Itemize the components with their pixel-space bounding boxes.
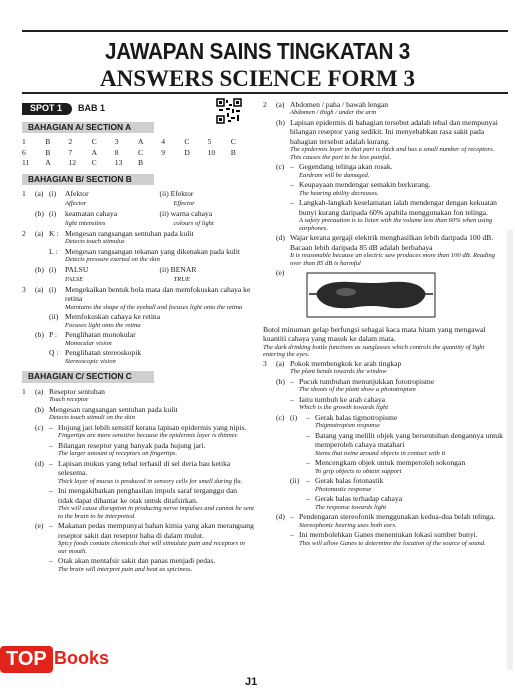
page-scrollbar[interactable] bbox=[507, 230, 513, 670]
title-malay: JAWAPAN SAINS TINGKATAN 3 bbox=[105, 38, 410, 64]
question-number bbox=[263, 530, 276, 547]
part-label bbox=[276, 476, 290, 493]
subpart-label: Q : bbox=[49, 348, 59, 358]
question-number bbox=[22, 348, 35, 365]
question-number: 11 bbox=[22, 158, 30, 168]
answer-text: Pokok membengkok ke arah tingkap bbox=[290, 358, 402, 368]
answer-body bbox=[49, 556, 254, 573]
question-number: 7 bbox=[68, 147, 73, 157]
answer-text: Langkah-langkah keselamatan ialah mendengar dengan kekuatan bunyi kurang daripada 60% apabila menggunakan fon telinga. bbox=[299, 198, 497, 217]
question-number: 3 bbox=[114, 137, 119, 147]
answer-translation: Abdomen / thigh / under the arm bbox=[290, 109, 377, 117]
subpart-label: (i) bbox=[49, 189, 57, 199]
answer-text: (ii) BENAR bbox=[159, 265, 197, 275]
answer-text: keamatan cahaya bbox=[65, 209, 118, 219]
answer-line bbox=[22, 486, 254, 520]
part-label bbox=[276, 458, 290, 475]
answer-text: Mengesan rangsangan sentuhan pada kulit bbox=[65, 229, 194, 239]
bullet-dash: – bbox=[49, 422, 53, 432]
question-number bbox=[22, 247, 35, 264]
question-number: 1 bbox=[22, 137, 26, 147]
subpart-label: (i) bbox=[49, 285, 57, 295]
title-english: ANSWERS SCIENCE FORM 3 bbox=[99, 66, 415, 91]
answer-line bbox=[22, 209, 254, 228]
question-number: 2 bbox=[22, 229, 26, 239]
answer-line bbox=[22, 265, 254, 284]
answer-body bbox=[290, 377, 503, 394]
answer-line bbox=[22, 387, 254, 404]
chapter-label: BAB 1 bbox=[78, 103, 106, 114]
answer-line bbox=[22, 189, 254, 208]
part-label: (a) bbox=[35, 229, 44, 239]
answer-body bbox=[49, 441, 254, 458]
answer-choice: B bbox=[45, 147, 51, 157]
header-rule-top bbox=[22, 30, 508, 32]
bullet-dash: – bbox=[290, 530, 294, 540]
bullet-dash: – bbox=[290, 180, 294, 190]
answer-line bbox=[22, 348, 254, 365]
question-number bbox=[22, 405, 35, 422]
answer-body bbox=[290, 100, 503, 117]
section-c-heading: BAHAGIAN C/ SECTION C bbox=[22, 371, 154, 382]
answer-choice: C bbox=[184, 137, 190, 147]
question-number: 8 bbox=[114, 147, 119, 157]
answer-line bbox=[22, 330, 254, 347]
question-number: 13 bbox=[114, 158, 123, 168]
answer-text: Iaitu tumbuh ke arah cahaya bbox=[299, 394, 386, 404]
answer-text: Otak akan mentafsir sakit dan panas menjadi pedas. bbox=[58, 556, 216, 566]
answer-choice: C bbox=[230, 137, 236, 147]
bullet-dash: – bbox=[306, 476, 310, 486]
answer-text: Ini mengakibatkan penghasilan impuls saraf terganggu dan tidak dapat dihantar ke otak untuk ditafsirkan. bbox=[58, 486, 238, 505]
bullet-dash: – bbox=[306, 458, 310, 468]
answer-body bbox=[290, 512, 503, 529]
answer-body bbox=[306, 476, 503, 493]
question-2e bbox=[263, 268, 503, 324]
question-2-answers bbox=[263, 100, 503, 267]
answer-text: Mencengkam objek untuk memperoleh sokongan bbox=[315, 458, 466, 468]
part-label: (d) bbox=[276, 233, 285, 243]
answer-translation: The larger amount of receptors on fingertips. bbox=[58, 450, 178, 458]
question-number bbox=[263, 233, 276, 267]
answer-translation: The shoots of the plant show a phototropism bbox=[299, 386, 416, 394]
answer-translation: This will allow Ganes to determine the location of the source of sound. bbox=[299, 539, 486, 547]
part-label: (a) bbox=[276, 358, 285, 368]
subpart-label bbox=[290, 431, 306, 457]
question-number: 2 bbox=[263, 100, 267, 109]
question-number: 5 bbox=[207, 137, 212, 147]
answer-body bbox=[290, 359, 503, 376]
question-number bbox=[263, 431, 276, 457]
part-label: (b) bbox=[276, 376, 285, 386]
answer-translation: colours of light bbox=[173, 220, 214, 228]
part-label bbox=[276, 395, 290, 412]
subpart-label: (i) bbox=[49, 209, 57, 219]
part-label bbox=[276, 431, 290, 457]
answer-line bbox=[22, 521, 254, 555]
part-label: (a) bbox=[35, 189, 44, 199]
answer-body bbox=[65, 247, 254, 264]
question-number: 6 bbox=[22, 147, 26, 157]
answer-line bbox=[22, 423, 254, 440]
section-b-answers bbox=[22, 189, 254, 365]
answer-text: Mengekalkan bentuk bola mata dan memfokuskan cahaya ke retina bbox=[65, 285, 251, 304]
answer-translation: Detects pressure exerted on the skin bbox=[65, 256, 160, 264]
answer-body bbox=[65, 265, 254, 284]
answer-translation: To grip objects to obtain support bbox=[315, 467, 402, 475]
answer-translation: Fingertips are more sensitive because the epidermis layer is thinner. bbox=[58, 432, 239, 440]
answer-text: Bilangan reseptor yang banyak pada hujung jari. bbox=[58, 440, 206, 450]
question-number bbox=[263, 395, 276, 412]
bullet-dash: – bbox=[290, 394, 294, 404]
answer-text: Mengesan rangsangan tekanan yang dikenakan pada kulit bbox=[65, 247, 241, 257]
answer-translation: Thick layer of mucus is produced in sensory cells for smell during flu. bbox=[58, 477, 243, 485]
page-number: J1 bbox=[245, 676, 258, 688]
answer-translation: Monocular vision bbox=[65, 339, 112, 347]
question-number bbox=[263, 162, 276, 179]
answer-body bbox=[65, 330, 254, 347]
answer-text: Ini membolehkan Ganes menentukan lokasi sumber bunyi. bbox=[299, 530, 478, 540]
answer-line bbox=[263, 233, 503, 267]
answer-translation: Affector bbox=[65, 200, 87, 208]
answer-translation: Maintains the shape of the eyeball and focuses light onto the retina bbox=[65, 303, 243, 311]
answer-body bbox=[290, 118, 503, 161]
answer-body bbox=[49, 423, 254, 440]
topbooks-logo bbox=[0, 640, 120, 692]
part-label bbox=[35, 348, 49, 365]
answer-body bbox=[290, 530, 503, 547]
answer-translation: The brain will interpret pain and heat as spiciness. bbox=[58, 565, 193, 573]
part-label: (c) bbox=[276, 162, 285, 172]
answer-line bbox=[263, 377, 503, 394]
subpart-label: P : bbox=[49, 330, 57, 340]
answer-line bbox=[263, 162, 503, 179]
answer-translation: Stereophonic hearing uses both ears. bbox=[299, 521, 397, 529]
answer-translation: Stereoscopic vision bbox=[65, 357, 116, 365]
bullet-dash: – bbox=[49, 556, 53, 566]
answer-translation: light intensities bbox=[65, 220, 106, 228]
page-header bbox=[0, 0, 515, 96]
subpart-label: (i) bbox=[290, 412, 298, 422]
answer-line bbox=[263, 458, 503, 475]
answer-body bbox=[290, 180, 503, 197]
answer-line bbox=[22, 247, 254, 264]
part-label: (a) bbox=[35, 386, 44, 396]
answer-translation: Thigmotropism response bbox=[315, 422, 380, 430]
question-number bbox=[161, 158, 184, 167]
question-number bbox=[22, 441, 35, 458]
bullet-dash: – bbox=[290, 198, 294, 208]
answer-line bbox=[263, 512, 503, 529]
answer-translation: TRUE bbox=[173, 276, 190, 284]
answer-text: Abdomen / paha / bawah lengan bbox=[290, 100, 389, 109]
part-label bbox=[276, 198, 290, 232]
answer-text: (ii) Efektor bbox=[159, 189, 194, 199]
question-number bbox=[263, 512, 276, 529]
answer-body bbox=[306, 413, 503, 430]
right-column bbox=[263, 100, 503, 548]
question-number bbox=[263, 413, 276, 430]
part-label bbox=[35, 441, 49, 458]
part-label: (b) bbox=[35, 404, 44, 414]
question-number: 4 bbox=[161, 137, 165, 147]
answer-line bbox=[263, 359, 503, 376]
answer-choice: D bbox=[184, 147, 190, 157]
answer-body bbox=[65, 229, 254, 246]
answer-translation: Photonastic response bbox=[315, 485, 372, 493]
answer-choice bbox=[184, 158, 207, 167]
question-number bbox=[263, 494, 276, 511]
answer-text: Gerak balas fotonastik bbox=[315, 476, 384, 486]
question-number bbox=[22, 330, 35, 347]
question-number: 1 bbox=[22, 386, 26, 396]
answer-translation: The epidermis layer in that part is thick and has a small number of receptors. This causes the part to be less painful. bbox=[290, 146, 495, 161]
answer-translation: Detects touch stimuli on the skin bbox=[49, 414, 135, 422]
part-label: (b) bbox=[35, 330, 44, 340]
question-number: 9 bbox=[161, 147, 165, 157]
answer-line bbox=[263, 530, 503, 547]
part-label: (d) bbox=[276, 512, 285, 522]
section-b-heading: BAHAGIAN B/ SECTION B bbox=[22, 174, 154, 185]
answer-body bbox=[306, 494, 503, 511]
part-label: (b) bbox=[35, 265, 44, 275]
answer-line bbox=[263, 395, 503, 412]
section-a-heading: BAHAGIAN A/ SECTION A bbox=[22, 122, 154, 133]
answer-line bbox=[263, 180, 503, 197]
answer-translation: Spicy foods contain chemicals that will stimulate pain and receptors in our mouth. bbox=[58, 540, 245, 555]
subpart-label bbox=[290, 458, 306, 475]
answer-body bbox=[290, 233, 503, 267]
bullet-dash: – bbox=[306, 494, 310, 504]
answer-text: Pucuk tumbuhan menunjukkan fototropisme bbox=[299, 376, 435, 386]
question-number bbox=[22, 209, 35, 228]
answer-translation: The response towards light bbox=[315, 503, 387, 511]
bullet-dash: – bbox=[49, 458, 53, 468]
part-label bbox=[35, 247, 49, 264]
question-number: 3 bbox=[263, 358, 267, 368]
answer-text: Gerak balas terhadap cahaya bbox=[315, 494, 403, 504]
answer-text: PALSU bbox=[65, 265, 89, 275]
bullet-dash: – bbox=[306, 412, 310, 422]
question-3-answers bbox=[263, 359, 503, 547]
answer-choice: A bbox=[138, 137, 144, 147]
answer-text: Lapisan epidermis di bahagian tersebut adalah tebal dan mempunyai bilangan reseptor yang sedikit. Ini menyebabkan rasa sakit pada bahagian tersebut adalah kurang. bbox=[290, 118, 498, 146]
answer-line bbox=[22, 459, 254, 485]
bullet-dash: – bbox=[306, 430, 310, 440]
answer-text: Afektor bbox=[65, 189, 89, 199]
answer-translation: Focuses light onto the retina bbox=[65, 321, 141, 329]
question-number bbox=[22, 459, 35, 485]
part-label bbox=[276, 494, 290, 511]
answer-text: Wajar kerana gergaji elektrik menghasilkan lebih daripada 100 dB. Bacaan lebih daripada 85 dB adalah berbahaya bbox=[290, 233, 494, 252]
answer-line bbox=[22, 441, 254, 458]
answer-translation: It is reasonable because an electric saw produces more than 100 dB. Reading over than 85 dB is harmful bbox=[290, 252, 495, 267]
question-number bbox=[22, 423, 35, 440]
header-rule-bottom bbox=[22, 92, 508, 94]
answer-body bbox=[65, 209, 254, 228]
answer-choice: B bbox=[230, 147, 236, 157]
section-c-answers bbox=[22, 387, 254, 573]
question-number: 2 bbox=[68, 137, 73, 147]
qr-code-icon bbox=[216, 98, 242, 124]
answer-text: Memfokuskan cahaya ke retina bbox=[65, 312, 161, 322]
answer-line bbox=[263, 100, 503, 117]
answer-translation: The hearing ability decreases. bbox=[299, 189, 379, 197]
bullet-dash: – bbox=[49, 486, 53, 496]
question-number bbox=[263, 118, 276, 161]
part-label: (c) bbox=[276, 412, 285, 422]
question-number bbox=[263, 180, 276, 197]
part-label bbox=[276, 180, 290, 197]
answer-line bbox=[263, 431, 503, 457]
subpart-label: (ii) bbox=[290, 476, 300, 486]
answer-translation: A safety precaution is to listen with the volume less than 60% when using earphones. bbox=[299, 217, 493, 232]
question-number bbox=[263, 377, 276, 394]
part-label bbox=[35, 312, 49, 329]
question-number bbox=[22, 265, 35, 284]
answer-translation: This will cause disruption in producing nerve impulses and cannot be sent to the brain to be interpreted. bbox=[58, 505, 254, 520]
question-number bbox=[263, 198, 276, 232]
answer-body bbox=[49, 486, 254, 520]
part-label bbox=[276, 530, 290, 547]
answer-choice: A bbox=[45, 158, 51, 168]
answer-choice: B bbox=[138, 158, 144, 168]
section-a-answers bbox=[22, 137, 254, 167]
logo-top-text: TOP bbox=[0, 646, 53, 673]
question-number: 3 bbox=[22, 285, 26, 295]
question-number bbox=[263, 458, 276, 475]
answer-line bbox=[22, 556, 254, 573]
blindfold-glasses-illustration bbox=[306, 272, 436, 318]
subpart-label: (i) bbox=[49, 265, 57, 275]
subpart-label bbox=[290, 494, 306, 511]
answer-choice: C bbox=[138, 147, 144, 157]
subpart-label: (ii) bbox=[49, 312, 59, 322]
part-label: (c) bbox=[35, 422, 44, 432]
part-label: (b) bbox=[35, 209, 44, 219]
part-label: (b) bbox=[276, 118, 285, 127]
part-label: (d) bbox=[35, 458, 44, 468]
answer-body bbox=[49, 387, 254, 404]
answer-translation: Touch receptor bbox=[49, 396, 89, 404]
bullet-dash: – bbox=[290, 512, 294, 522]
part-label: (a) bbox=[276, 100, 285, 109]
question-number bbox=[22, 556, 35, 573]
answer-choice: C bbox=[91, 158, 97, 168]
part-label: (e) bbox=[35, 521, 44, 531]
question-2e-text bbox=[263, 325, 503, 359]
answer-text: Hujung jari lebih sensitif kerana lapisan epidermis yang nipis. bbox=[58, 422, 247, 432]
answer-text: Keupayaan mendengar semakin berkurang. bbox=[299, 180, 431, 190]
answer-body bbox=[49, 521, 254, 555]
question-number: 10 bbox=[207, 147, 216, 157]
answer-line bbox=[263, 198, 503, 232]
answer-translation: Effector bbox=[173, 200, 195, 208]
subpart-label: L : bbox=[49, 247, 58, 257]
left-column bbox=[22, 100, 254, 574]
part-label: (e) bbox=[276, 268, 285, 278]
answer-body bbox=[306, 431, 503, 457]
answer-body bbox=[290, 198, 503, 232]
answer-body bbox=[49, 405, 254, 422]
answer-text: Lapisan mukus yang tebal terhasil di sel deria bau ketika selesema. bbox=[58, 458, 231, 478]
answer-body bbox=[65, 285, 254, 311]
bullet-dash: – bbox=[290, 376, 294, 386]
answer-translation: Stems that twine around objects in contact with it bbox=[315, 449, 446, 457]
answer-text: Reseptor sentuhan bbox=[49, 386, 105, 396]
bullet-dash: – bbox=[49, 440, 53, 450]
subpart-label: K : bbox=[49, 229, 59, 239]
answer-line bbox=[22, 285, 254, 311]
answer-text: Penglihatan monokular bbox=[65, 330, 136, 340]
answer-line bbox=[263, 118, 503, 161]
answer-text: Gerak balas tigmotropisme bbox=[315, 412, 398, 422]
answer-body bbox=[306, 458, 503, 475]
answer-translation: Detects touch stimulus bbox=[65, 238, 125, 246]
logo-books-text: Books bbox=[54, 648, 110, 668]
answer-choice: B bbox=[45, 137, 51, 147]
answer-translation: Eardrum will be damaged. bbox=[299, 171, 370, 179]
answer-body bbox=[49, 459, 254, 485]
answer-text: Penglihatan stereoskopik bbox=[65, 348, 142, 358]
answer-text: Pendengaran stereofonik menggunakan kedua-dua belah telinga. bbox=[299, 512, 496, 522]
question-number: 1 bbox=[22, 189, 26, 199]
answer-text: Makanan pedas mempunyai bahan kimia yang akan merangsang reseptor sakit dan reseptor haba di dalam mulut. bbox=[58, 521, 254, 540]
question-number bbox=[22, 486, 35, 520]
answer-choice: A bbox=[91, 147, 98, 157]
spot-tag: SPOT 1 bbox=[22, 103, 72, 114]
answer-choice: C bbox=[91, 137, 97, 147]
answer-translation: Which is the growth towards light bbox=[299, 404, 389, 412]
answer-line bbox=[263, 413, 503, 430]
question-number bbox=[22, 521, 35, 555]
answer-text: Gegendang telinga akan rosak. bbox=[299, 162, 393, 172]
answer-text: Batang yang melilit objek yang bersentuhan dengannya untuk memperoleh cahaya matahari bbox=[315, 430, 503, 450]
answer-text: (ii) warna cahaya bbox=[159, 209, 213, 219]
answer-body bbox=[290, 395, 503, 412]
answer-body bbox=[290, 162, 503, 179]
question-number bbox=[22, 312, 35, 329]
answer-line bbox=[22, 229, 254, 246]
answer-translation: The plant bends towards the window bbox=[290, 368, 387, 376]
answer-line bbox=[22, 405, 254, 422]
answer-translation: The dark drinking bottle functions as sunglasses which controls the quantity of light entering the eyes. bbox=[263, 343, 485, 359]
bullet-dash: – bbox=[49, 521, 53, 531]
answer-line bbox=[263, 476, 503, 493]
part-label bbox=[35, 486, 49, 520]
answer-body bbox=[65, 312, 254, 329]
part-label bbox=[35, 556, 49, 573]
part-label: (a) bbox=[35, 285, 44, 295]
answer-line bbox=[263, 494, 503, 511]
answer-text: Botol minuman gelap berfungsi sebagai kaca mata hitam yang mengawal kuantiti cahaya yang masuk ke dalam mata. bbox=[263, 324, 486, 344]
answer-text: Mengesan rangsangan sentuhan pada kulit bbox=[49, 404, 178, 414]
question-number bbox=[263, 476, 276, 493]
chapter-heading bbox=[22, 102, 254, 116]
answer-body bbox=[65, 189, 254, 208]
question-number: 12 bbox=[68, 158, 76, 168]
answer-translation: FALSE bbox=[65, 276, 84, 284]
answer-line bbox=[22, 312, 254, 329]
answer-body bbox=[65, 348, 254, 365]
bullet-dash: – bbox=[290, 162, 294, 172]
